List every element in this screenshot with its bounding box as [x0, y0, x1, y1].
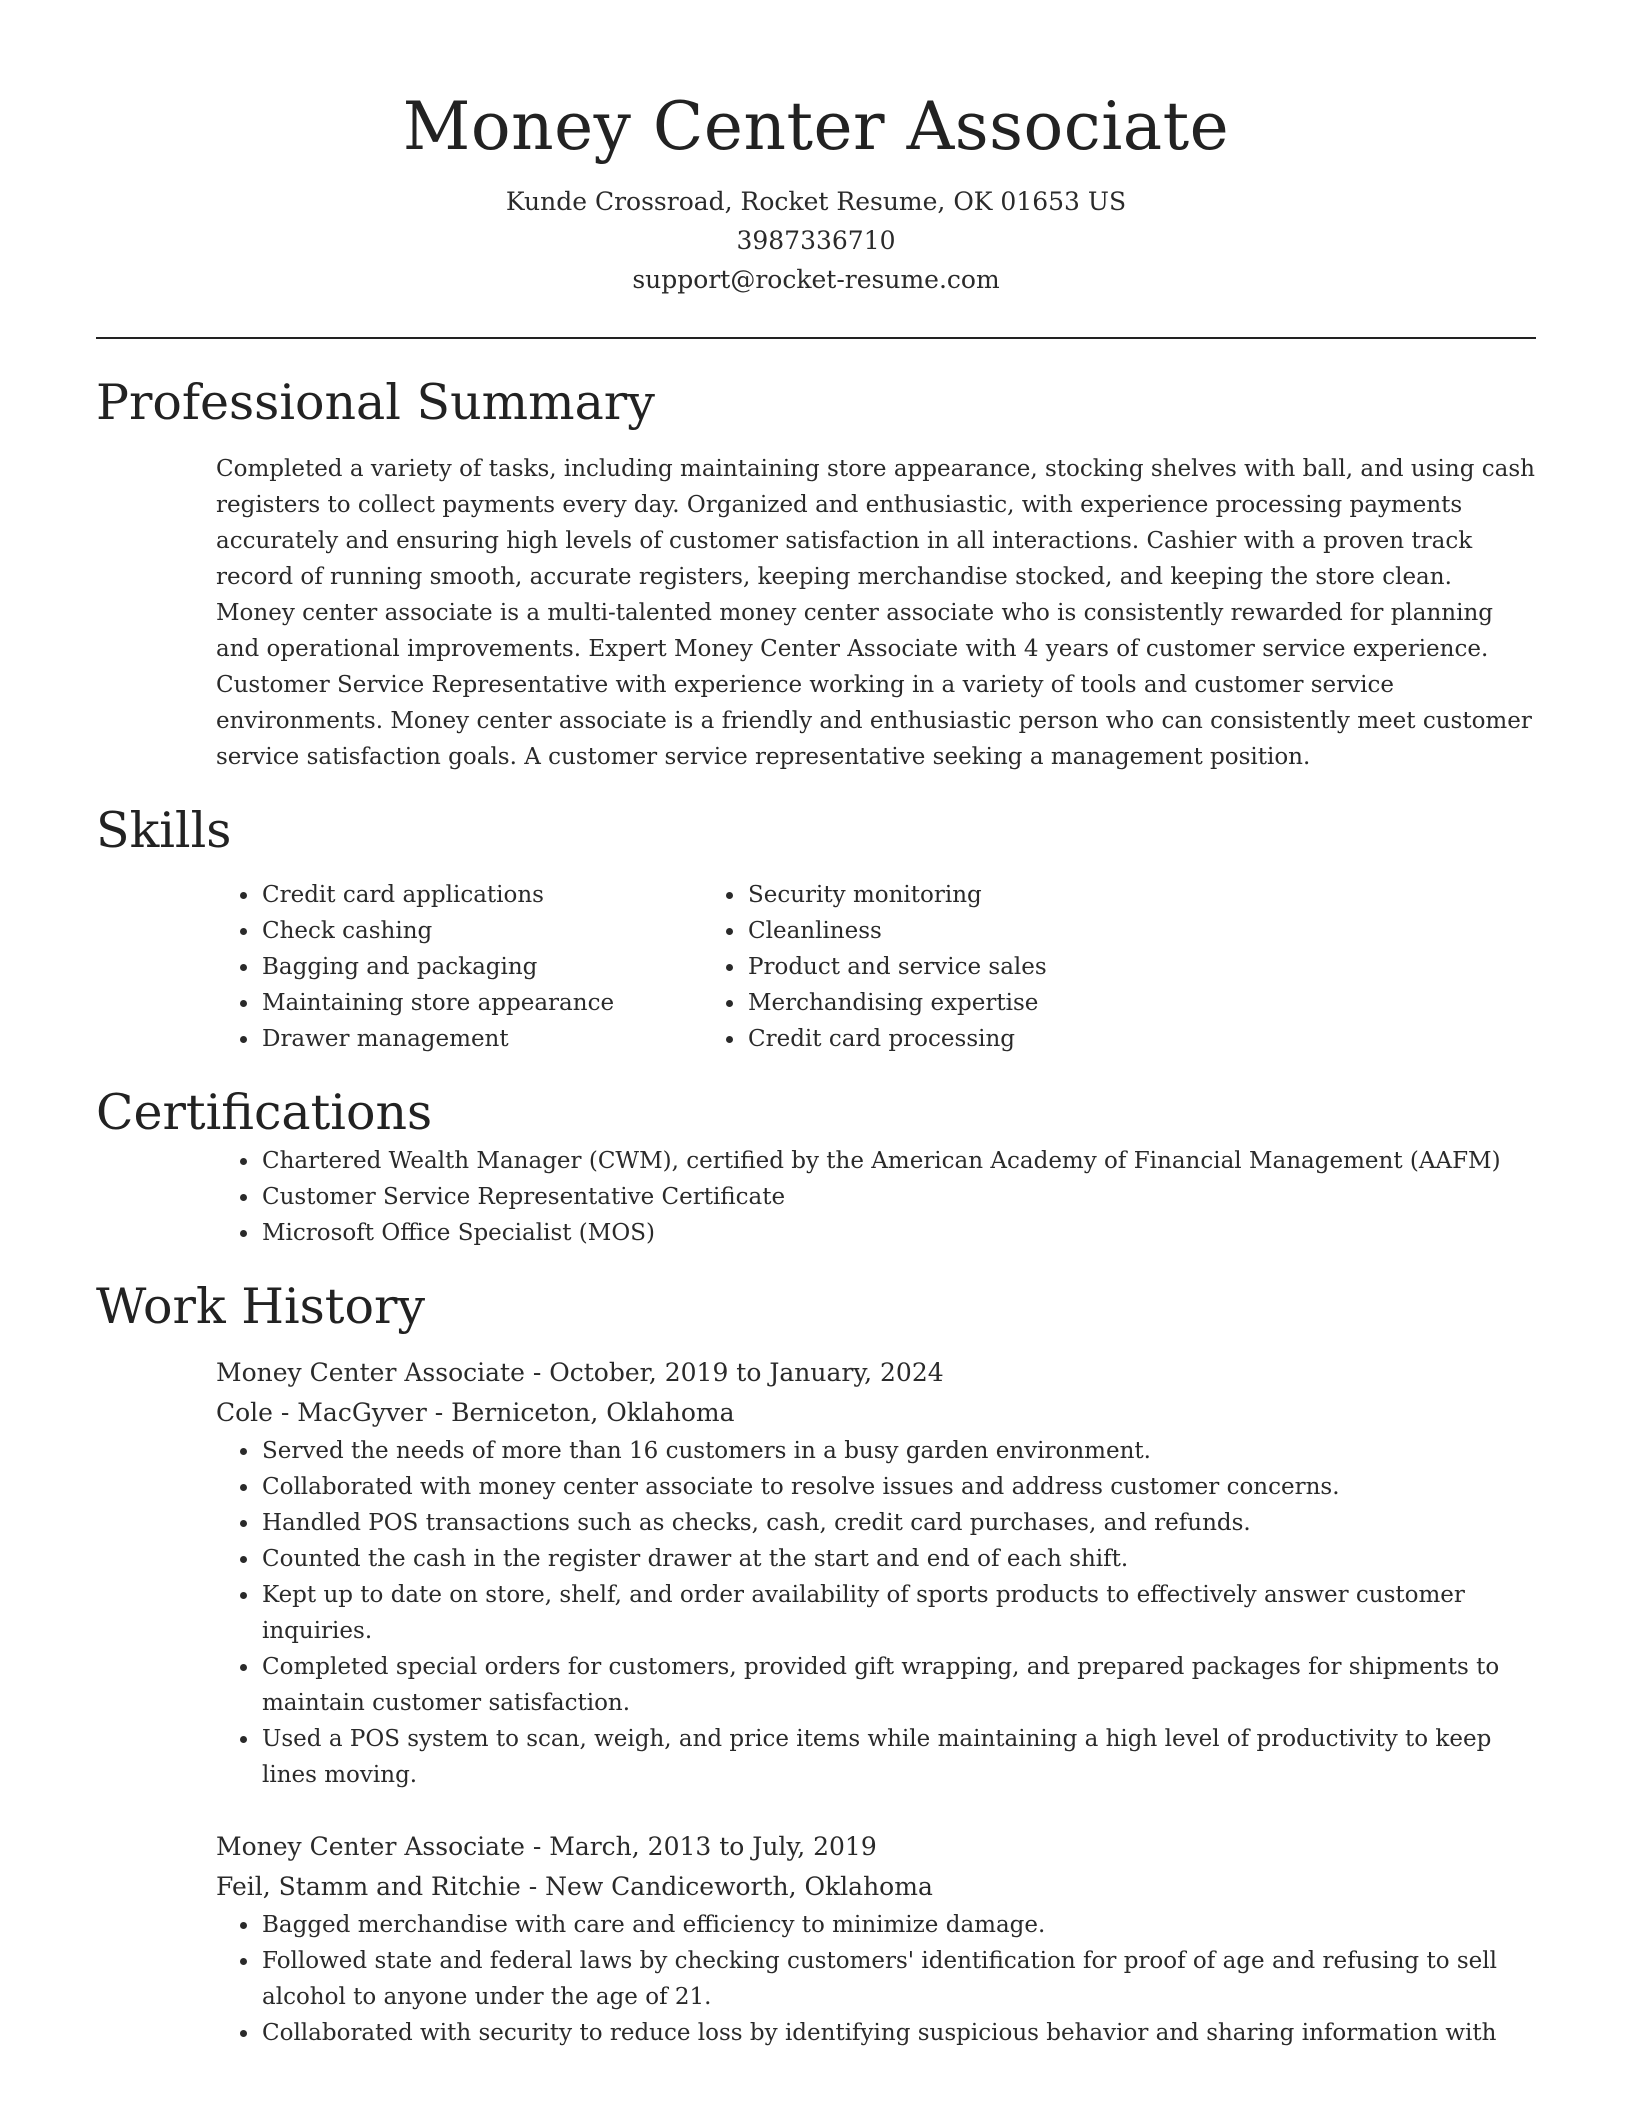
- duty-item: • Collaborated with security to reduce loss by identifying suspicious behavior and sharing information with: [260, 2015, 1536, 2051]
- skills-heading: Skills: [96, 802, 232, 859]
- skill-item: • Check cashing: [260, 913, 746, 949]
- email: support@rocket-resume.com: [632, 265, 1000, 294]
- job-title: Money Center Associate: [216, 1832, 525, 1861]
- summary-heading: Professional Summary: [96, 374, 655, 431]
- duty-item: • Followed state and federal laws by checking customers' identification for proof of age and refusing to sell alcohol to anyone under the age of 21.: [260, 1943, 1536, 2015]
- skill-item: • Credit card applications: [260, 877, 746, 913]
- phone: 3987336710: [736, 226, 896, 255]
- job-duties: [216, 1433, 1536, 1793]
- job-entry: [216, 1353, 1536, 1793]
- resume-header: [96, 0, 1536, 299]
- job-location: - New Candiceworth, Oklahoma: [520, 1872, 933, 1901]
- resume-page: [96, 0, 1536, 2051]
- candidate-name: Money Center Associate: [402, 88, 1230, 165]
- job-duties: [216, 1907, 1536, 2051]
- duty-item: • Served the needs of more than 16 customers in a busy garden environment.: [260, 1433, 1536, 1469]
- skill-item: • Security monitoring: [746, 877, 1346, 913]
- skill-item: • Maintaining store appearance: [260, 985, 746, 1021]
- certifications-list: [96, 1143, 1536, 1251]
- job-company-line: [216, 1393, 1536, 1433]
- duty-item: • Completed special orders for customers, provided gift wrapping, and prepared packages for shipments to maintain customer satisfaction.: [260, 1649, 1536, 1721]
- job-company: Cole - MacGyver: [216, 1398, 427, 1427]
- duty-item: • Kept up to date on store, shelf, and order availability of sports products to effectively answer customer inquiries.: [260, 1577, 1536, 1649]
- work-history-heading: Work History: [96, 1278, 426, 1335]
- job-title-line: [216, 1353, 1536, 1393]
- job-company-line: [216, 1867, 1536, 1907]
- certifications-heading: Certifications: [96, 1084, 433, 1141]
- duty-item: • Counted the cash in the register drawer at the start and end of each shift.: [260, 1541, 1536, 1577]
- skill-item: • Drawer management: [260, 1021, 746, 1057]
- job-title: Money Center Associate: [216, 1358, 525, 1387]
- job-location: - Berniceton, Oklahoma: [426, 1398, 735, 1427]
- skill-item: • Cleanliness: [746, 913, 1346, 949]
- duty-item: • Handled POS transactions such as checks, cash, credit card purchases, and refunds.: [260, 1505, 1536, 1541]
- address: Kunde Crossroad, Rocket Resume, OK 01653 US: [505, 187, 1127, 216]
- header-divider: [96, 337, 1536, 339]
- duty-item: • Used a POS system to scan, weigh, and price items while maintaining a high level of productivity to keep lines moving.: [260, 1721, 1536, 1793]
- job-title-line: [216, 1827, 1536, 1867]
- duty-item: • Collaborated with money center associate to resolve issues and address customer concerns.: [260, 1469, 1536, 1505]
- job-company: Feil, Stamm and Ritchie: [216, 1872, 521, 1901]
- certification-item: • Chartered Wealth Manager (CWM), certified by the American Academy of Financial Management (AAFM): [260, 1143, 1536, 1179]
- skill-item: • Bagging and packaging: [260, 949, 746, 985]
- job-entry: [216, 1827, 1536, 2051]
- duty-item: • Bagged merchandise with care and efficiency to minimize damage.: [260, 1907, 1536, 1943]
- summary-text: Completed a variety of tasks, including maintaining store appearance, stocking shelves with ball, and using cash registers to collect payments every day. Organized and enthusiastic, with experience processing payments accurately and ensuring high levels of customer satisfaction in all interactions. Cashier with a proven track record of running smooth, accurate registers, keeping merchandise stocked, and keeping the store clean. Money center associate is a multi-talented money center associate who is consistently rewarded for planning and operational improvements. Expert Money Center Associate with 4 years of customer service experience. Customer Service Representative with experience working in a variety of tools and customer service environments. Money center associate is a friendly and enthusiastic person who can consistently meet customer service satisfaction goals. A customer service representative seeking a management position.: [216, 456, 1535, 770]
- certification-item: • Microsoft Office Specialist (MOS): [260, 1215, 1536, 1251]
- skill-item: • Merchandising expertise: [746, 985, 1346, 1021]
- skills-column-right: [746, 877, 1346, 1057]
- job-dates: - March, 2013 to July, 2019: [524, 1832, 877, 1861]
- skill-item: • Product and service sales: [746, 949, 1346, 985]
- contact-info: [96, 182, 1536, 299]
- skills-column-left: [96, 877, 746, 1057]
- skill-item: • Credit card processing: [746, 1021, 1346, 1057]
- skills-list: [96, 877, 1536, 1057]
- job-dates: - October, 2019 to January, 2024: [524, 1358, 944, 1387]
- certification-item: • Customer Service Representative Certificate: [260, 1179, 1536, 1215]
